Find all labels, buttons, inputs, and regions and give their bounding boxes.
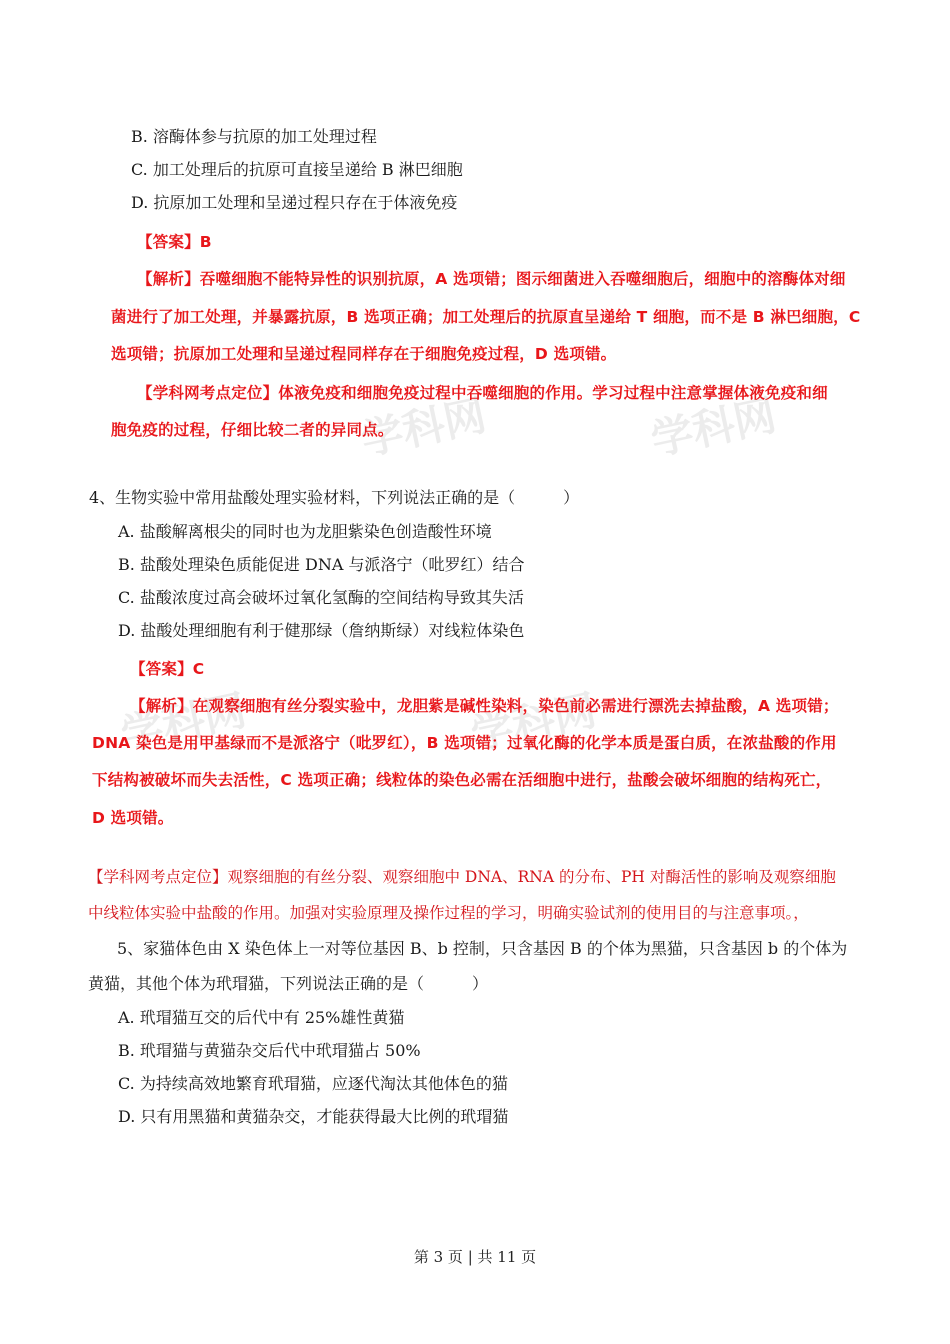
page-footer: 第 3 页 | 共 11 页 — [413, 1248, 537, 1266]
q4-analysis-line-2: DNA 染色是用甲基绿而不是派洛宁（吡罗红），B 选项错；过氧化酶的化学本质是蛋白质，在浓盐酸的作用 — [92, 734, 837, 752]
q4-option-b: B. 盐酸处理染色质能促进 DNA 与派洛宁（吡罗红）结合 — [118, 555, 525, 574]
q4-answer: 【答案】C — [130, 660, 205, 678]
q4-analysis-line-1: 【解析】在观察细胞有丝分裂实验中，龙胆紫是碱性染料，染色前必需进行漂洗去掉盐酸，A 选项错； — [130, 697, 839, 715]
q4-location-line-1: 【学科网考点定位】观察细胞的有丝分裂、观察细胞中 DNA、RNA 的分布、PH 对酶活性的影响及观察细胞 — [88, 868, 836, 886]
watermark-logo: 学科网 — [116, 685, 251, 760]
q4-option-a: A. 盐酸解离根尖的同时也为龙胆紫染色创造酸性环境 — [118, 522, 492, 541]
q3-analysis-line-1: 【解析】吞噬细胞不能特异性的识别抗原，A 选项错；图示细菌进入吞噬细胞后，细胞中的溶酶体对细 — [137, 270, 846, 288]
watermark-logo: 学科网 — [466, 685, 601, 760]
q3-location-line-1: 【学科网考点定位】体液免疫和细胞免疫过程中吞噬细胞的作用。学习过程中注意掌握体液免疫和细 — [137, 384, 828, 402]
q5-option-d: D. 只有用黑猫和黄猫杂交，才能获得最大比例的玳瑁猫 — [118, 1107, 509, 1126]
watermark-logo: 学科网 — [646, 390, 781, 465]
q5-stem-line-2: 黄猫，其他个体为玳瑁猫，下列说法正确的是（ ） — [88, 974, 489, 993]
q3-location-line-2: 胞免疫的过程，仔细比较二者的异同点。 — [111, 421, 394, 439]
q5-stem-line-1: 5、家猫体色由 X 染色体上一对等位基因 B、b 控制，只含基因 B 的个体为黑猫，只含基因 b 的个体为 — [117, 939, 848, 958]
q3-option-c: C. 加工处理后的抗原可直接呈递给 B 淋巴细胞 — [131, 160, 463, 179]
q4-analysis-line-3: 下结构被破坏而失去活性，C 选项正确；线粒体的染色必需在活细胞中进行，盐酸会破坏细胞的结构死亡， — [92, 771, 832, 789]
q5-option-a: A. 玳瑁猫互交的后代中有 25%雄性黄猫 — [118, 1008, 405, 1027]
q4-option-d: D. 盐酸处理细胞有利于健那绿（詹纳斯绿）对线粒体染色 — [118, 621, 525, 640]
q3-analysis-line-3: 选项错；抗原加工处理和呈递过程同样存在于细胞免疫过程，D 选项错。 — [111, 345, 617, 363]
q5-option-b: B. 玳瑁猫与黄猫杂交后代中玳瑁猫占 50% — [118, 1041, 421, 1060]
watermark-logo: 学科网 — [356, 390, 491, 465]
q3-option-d: D. 抗原加工处理和呈递过程只存在于体液免疫 — [131, 193, 458, 212]
q3-analysis-line-2: 菌进行了加工处理，并暴露抗原，B 选项正确；加工处理后的抗原直呈递给 T 细胞，而不是 B 淋巴细胞，C — [111, 308, 861, 326]
q4-option-c: C. 盐酸浓度过高会破坏过氧化氢酶的空间结构导致其失活 — [118, 588, 524, 607]
q4-location-line-2: 中线粒体实验中盐酸的作用。加强对实验原理及操作过程的学习，明确实验试剂的使用目的与注意事项。， — [88, 904, 809, 922]
q3-answer: 【答案】B — [137, 233, 212, 251]
q3-option-b: B. 溶酶体参与抗原的加工处理过程 — [131, 127, 377, 146]
q4-stem: 4、生物实验中常用盐酸处理实验材料，下列说法正确的是（ ） — [89, 488, 580, 507]
q5-option-c: C. 为持续高效地繁育玳瑁猫，应逐代淘汰其他体色的猫 — [118, 1074, 508, 1093]
q4-analysis-line-4: D 选项错。 — [92, 809, 174, 827]
